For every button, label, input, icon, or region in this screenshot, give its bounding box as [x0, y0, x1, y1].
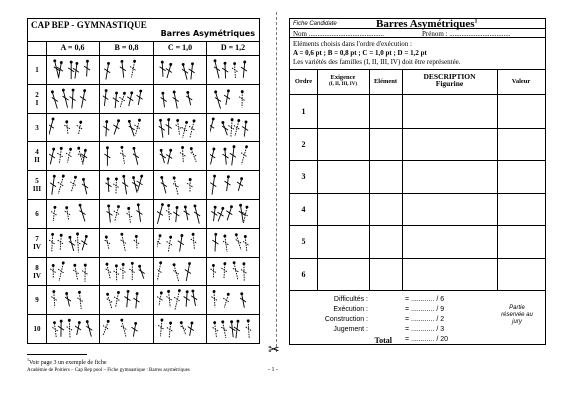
score-label: Construction :: [324, 316, 368, 323]
form-title: Barres Asymétriques$^1$: [376, 18, 478, 30]
valeur-cell[interactable]: [498, 259, 545, 290]
table-row: [28, 200, 259, 229]
gymnast-figure: [157, 145, 204, 168]
description-cell[interactable]: [403, 194, 497, 225]
table-row: [28, 229, 259, 258]
row-number: 3: [35, 123, 39, 132]
valeur-cell[interactable]: [498, 226, 545, 257]
element-cell[interactable]: [370, 194, 402, 225]
column-header-d: D = 1,2: [220, 43, 246, 52]
footnote: $^1$Voir page 3 un exemple de fiche: [27, 357, 107, 366]
table-row: [28, 56, 259, 85]
row-number: 6: [35, 210, 39, 218]
row-number: 5 III: [32, 177, 42, 194]
name-row: Nom ........................................... Prénom : ...................................: [289, 28, 546, 38]
table-row: [28, 315, 259, 344]
gymnast-figure: [157, 232, 204, 255]
score-label: Exécution :: [333, 306, 368, 313]
gymnast-figure: [103, 88, 150, 111]
fiche-label: Fiche Candidate: [293, 21, 337, 27]
gymnast-figure: [49, 289, 96, 312]
valeur-cell[interactable]: [498, 129, 545, 160]
header-element: Elément: [373, 78, 398, 85]
gymnast-figure: [49, 145, 96, 168]
description-cell[interactable]: [403, 129, 497, 160]
element-cell[interactable]: [370, 259, 402, 290]
instructions-box: [289, 37, 546, 70]
gymnast-figure: [103, 174, 150, 197]
table-row: [28, 142, 259, 171]
table-title-row: [28, 19, 259, 42]
column-header-c: C = 1,0: [167, 43, 193, 52]
column-header-row: [28, 41, 259, 56]
header-exigence: Exigence (I, II, III, IV): [328, 74, 358, 87]
gymnast-figure: [210, 318, 257, 341]
gymnast-figure: [157, 261, 204, 284]
column-header-b: B = 0,8: [114, 43, 139, 52]
gymnast-figure: [157, 318, 204, 341]
row-number: 4 II: [34, 148, 40, 165]
elements-grid: [289, 69, 546, 291]
gymnast-figure: [103, 117, 150, 140]
exigence-cell[interactable]: [318, 161, 369, 192]
instruction-line-3: Les variétés des familles (I, II, III, IV) doit être représentée.: [293, 58, 461, 66]
gymnast-figure: [103, 203, 150, 226]
gymnast-figure: [210, 289, 257, 312]
description-cell[interactable]: [403, 96, 497, 127]
table-row: [28, 171, 259, 200]
footer-credit: Académie de Poitiers – Cap Bep pool – Fiche gymnastique : Barres asymétriques: [27, 368, 190, 373]
grid-row-number: 3: [301, 172, 306, 181]
description-cell[interactable]: [403, 161, 497, 192]
score-label: Difficultés :: [333, 296, 368, 303]
gymnast-figure: [210, 117, 257, 140]
header-description: DESCRIPTION Figurine: [423, 72, 476, 88]
gymnast-figure: [49, 174, 96, 197]
gymnast-figure: [157, 289, 204, 312]
gymnast-figure: [49, 261, 96, 284]
table-title: CAP BEP - GYMNASTIQUE: [31, 20, 147, 30]
nom-label: Nom: [293, 30, 307, 38]
valeur-cell[interactable]: [498, 161, 545, 192]
gymnast-figure: [157, 117, 204, 140]
gymnast-figure: [210, 145, 257, 168]
row-number: 7 IV: [33, 234, 41, 251]
cut-line: [276, 12, 277, 352]
total-label: Total: [374, 336, 392, 345]
header-ordre: Ordre: [294, 78, 313, 85]
footnote-divider: [27, 354, 87, 355]
row-number: 2 I: [35, 90, 39, 107]
gymnast-figure: [157, 88, 204, 111]
prenom-label: Prénom: [422, 30, 444, 38]
gymnast-figure: [157, 59, 204, 82]
description-cell[interactable]: [403, 226, 497, 257]
gymnast-figure: [49, 232, 96, 255]
exigence-cell[interactable]: [318, 226, 369, 257]
element-cell[interactable]: [370, 96, 402, 127]
gymnast-figure: [49, 203, 96, 226]
score-value[interactable]: = ............ / 3: [405, 326, 445, 333]
gymnast-figure: [103, 289, 150, 312]
element-cell[interactable]: [370, 129, 402, 160]
gymnast-figure: [49, 59, 96, 82]
column-header-a: A = 0,6: [60, 43, 85, 52]
instruction-line-2: A = 0,6 pt ; B = 0,8 pt ; C = 1,0 pt ; D = 1,2 pt: [293, 49, 427, 57]
table-row: [28, 85, 259, 114]
exigence-cell[interactable]: [318, 259, 369, 290]
row-number: 8 IV: [33, 263, 41, 280]
total-value[interactable]: = ............ / 20: [405, 336, 448, 343]
gymnast-figure: [210, 232, 257, 255]
score-value[interactable]: = ............ / 9: [405, 306, 445, 313]
gymnast-figure: [103, 59, 150, 82]
row-number: 9: [35, 296, 39, 305]
figures-table: [27, 18, 260, 344]
row-number: 10: [33, 325, 41, 334]
valeur-cell[interactable]: [498, 96, 545, 127]
gymnast-figure: [210, 261, 257, 284]
table-row: [28, 258, 259, 287]
grid-row-number: 6: [301, 269, 306, 279]
grid-row-number: 5: [301, 237, 306, 246]
exigence-cell[interactable]: [318, 129, 369, 160]
scissors-icon: ✂: [268, 342, 280, 358]
instruction-line-1: Eléments choisis dans l'ordre d'exécution :: [293, 40, 412, 48]
gymnast-figure: [103, 145, 150, 168]
gymnast-figure: [103, 261, 150, 284]
score-value[interactable]: = ............ / 6: [405, 296, 445, 303]
gymnast-figure: [210, 88, 257, 111]
element-cell[interactable]: [370, 226, 402, 257]
header-valeur: Valeur: [511, 78, 531, 85]
table-row: [28, 286, 259, 315]
grid-row-number: 4: [301, 204, 306, 214]
jury-note: Partie réservée au jury: [501, 305, 533, 325]
gymnast-figure: [210, 59, 257, 82]
gymnast-figure: [49, 88, 96, 111]
exigence-cell[interactable]: [318, 194, 369, 225]
exigence-cell[interactable]: [318, 96, 369, 127]
gymnast-figure: [157, 174, 204, 197]
grid-row-number: 1: [301, 107, 306, 116]
score-label: Jugement :: [333, 326, 368, 333]
gymnast-figure: [103, 232, 150, 255]
grid-row-number: 2: [301, 139, 306, 149]
gymnast-figure: [49, 318, 96, 341]
table-subtitle: Barres Asymétriques: [160, 29, 255, 38]
valeur-cell[interactable]: [498, 194, 545, 225]
gymnast-figure: [103, 318, 150, 341]
gymnast-figure: [210, 203, 257, 226]
page-number: - 1 -: [268, 367, 278, 373]
gymnast-figure: [157, 203, 204, 226]
candidate-form: [289, 18, 546, 345]
element-cell[interactable]: [370, 161, 402, 192]
score-value[interactable]: = ............ / 2: [405, 316, 445, 323]
gymnast-figure: [210, 174, 257, 197]
description-cell[interactable]: [403, 259, 497, 290]
table-row: [28, 114, 259, 143]
row-number: 1: [35, 66, 39, 74]
gymnast-figure: [49, 117, 96, 140]
score-box: [289, 290, 546, 345]
